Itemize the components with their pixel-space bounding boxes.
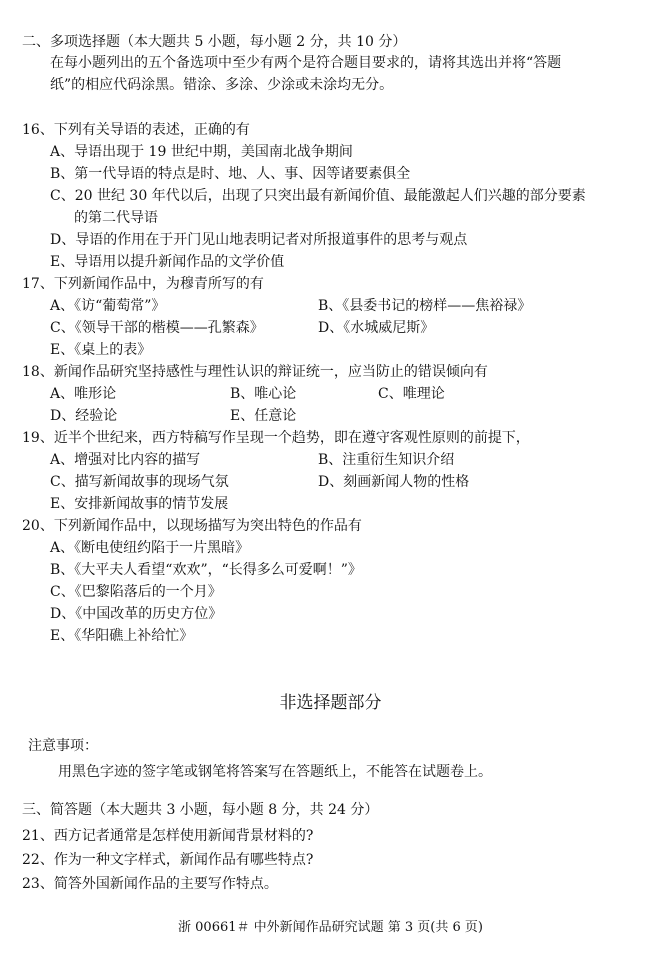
question-16-option-a: A、导语出现于 19 世纪中期，美国南北战争期间: [50, 144, 353, 160]
question-18-option-d: D、经验论: [50, 408, 118, 424]
question-20-stem: 20、下列新闻作品中，以现场描写为突出特色的作品有: [22, 518, 362, 534]
question-16-option-d: D、导语的作用在于开门见山地表明记者对所报道事件的思考与观点: [50, 232, 468, 248]
nonchoice-section-title: 非选择题部分: [279, 693, 382, 713]
part2-instruction-line-1: 在每小题列出的五个备选项中至少有两个是符合题目要求的，请将其选出并将“答题: [50, 55, 562, 71]
question-17-option-e: E、《桌上的表》: [50, 342, 152, 358]
question-17-option-c: C、《领导干部的楷模——孔繁森》: [50, 320, 264, 336]
question-19-stem: 19、近半个世纪来，西方特稿写作呈现一个趋势，即在遵守客观性原则的前提下，: [22, 430, 530, 446]
part3-heading: 三、简答题（本大题共 3 小题，每小题 8 分，共 24 分）: [22, 802, 379, 818]
question-17-stem: 17、下列新闻作品中，为穆青所写的有: [22, 276, 264, 292]
question-17-option-b: B、《县委书记的榜样——焦裕禄》: [318, 298, 532, 314]
question-20-option-b: B、《大平夫人看望“欢欢”，“长得多么可爱啊！”》: [50, 562, 362, 578]
question-19-option-e: E、安排新闻故事的情节发展: [50, 496, 229, 512]
question-17-option-a: A、《访“葡萄常”》: [50, 298, 166, 314]
question-20-option-a: A、《断电使纽约陷于一片黑暗》: [50, 540, 250, 556]
question-18-option-e: E、任意论: [230, 408, 297, 424]
question-18-stem: 18、新闻作品研究坚持感性与理性认识的辩证统一，应当防止的错误倾向有: [22, 364, 488, 380]
question-23: 23、简答外国新闻作品的主要写作特点。: [22, 876, 278, 892]
question-20-option-d: D、《中国改革的历史方位》: [50, 606, 223, 622]
question-18-option-c: C、唯理论: [378, 386, 445, 402]
question-17-option-d: D、《水城威尼斯》: [318, 320, 435, 336]
question-16-option-c-cont: 的第二代导语: [74, 210, 158, 226]
question-16-option-c: C、20 世纪 30 年代以后，出现了只突出最有新闻价值、最能激起人们兴趣的部分要素: [50, 188, 586, 204]
question-20-option-c: C、《巴黎陷落后的一个月》: [50, 584, 222, 600]
question-16-stem: 16、下列有关导语的表述，正确的有: [22, 122, 250, 138]
question-19-option-a: A、增强对比内容的描写: [50, 452, 201, 468]
question-18-option-b: B、唯心论: [230, 386, 297, 402]
page-footer: 浙 00661＃ 中外新闻作品研究试题 第 3 页(共 6 页): [178, 920, 483, 935]
part2-heading: 二、多项选择题（本大题共 5 小题，每小题 2 分，共 10 分）: [22, 34, 407, 50]
notice-text: 用黑色字迹的签字笔或钢笔将答案写在答题纸上，不能答在试题卷上。: [58, 764, 492, 780]
question-19-option-c: C、描写新闻故事的现场气氛: [50, 474, 229, 490]
question-18-option-a: A、唯形论: [50, 386, 117, 402]
question-21: 21、西方记者通常是怎样使用新闻背景材料的?: [22, 828, 314, 844]
question-16-option-b: B、第一代导语的特点是时、地、人、事、因等诸要素俱全: [50, 166, 411, 182]
question-22: 22、作为一种文字样式，新闻作品有哪些特点?: [22, 852, 314, 868]
part2-instruction-line-2: 纸”的相应代码涂黑。错涂、多涂、少涂或未涂均无分。: [50, 77, 394, 93]
question-19-option-d: D、刻画新闻人物的性格: [318, 474, 470, 490]
notice-label: 注意事项：: [28, 738, 98, 754]
question-19-option-b: B、注重衍生知识介绍: [318, 452, 455, 468]
question-20-option-e: E、《华阳礁上补给忙》: [50, 628, 194, 644]
question-16-option-e: E、导语用以提升新闻作品的文学价值: [50, 254, 285, 270]
